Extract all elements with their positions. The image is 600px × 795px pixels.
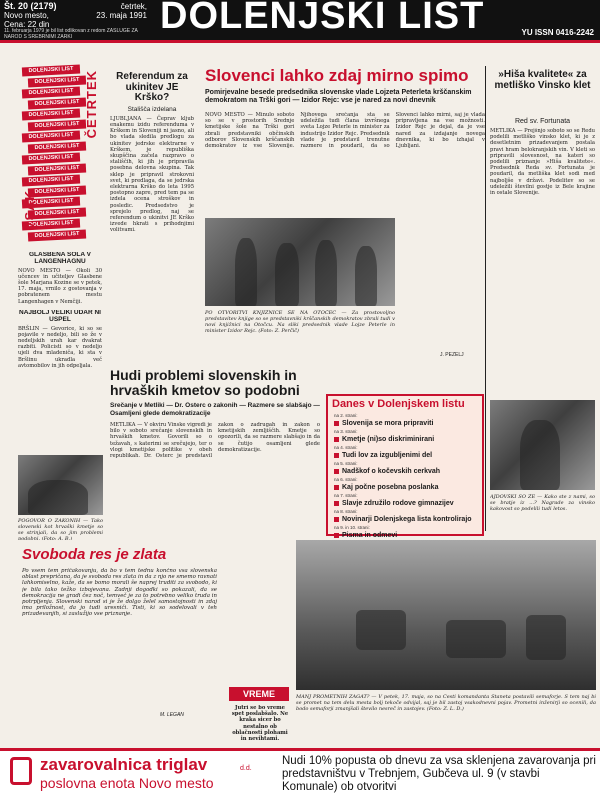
svoboda-title: Svoboda res je zlata: [22, 546, 167, 563]
lead-title: Slovenci lahko zdaj mirno spimo: [205, 66, 469, 85]
brief-veliki-udar: [18, 310, 102, 420]
hisa-text: METLIKA — Prejšnjo soboto so se Redu podelili metliško vinsko klet, ki je z desetletnim prizadevanjem postala pravi hram belokranjskih vin. V kleti so pripravili slovesnost, na kateri so podelili priznanje »Hiša kvalitete«. Predsednik Reda sv. Fortunata je poudaril, da metliška klet sodi med najboljše v državi. Podelitev so se udeležili številni gostje iz Bele krajine in ostale Slovenije.: [490, 128, 595, 197]
toc-item-text: Kmetje (ni)so diskriminirani: [342, 436, 435, 443]
footer-ad: [0, 748, 600, 795]
toc-page-label: na 2. strani:: [334, 413, 358, 418]
lead-caption: PO OTVORITVI KNJIŽNICE ŠE NA OTOČEC — Za prostovoljno predstavitev knjige so se predstavniki krščanskih demokratov zbrali tudi v novi knjižnici na Otočcu. Na sliki predsednik vlade Lojze Peterle in minister Izidor Rejc. (Foto: Z. Perčič): [205, 310, 395, 334]
bullet-icon: [334, 421, 339, 426]
dolenjski-list-tag: DOLENJSKI LIST: [28, 207, 86, 219]
toc-item-text: Kaj počne posebna poslanka: [342, 484, 439, 491]
lead-deck: Pomirjevalne besede predsednika slovenske vlade Lojzeta Peterleta krščanskim demokratom na Trški gori — Izidor Rejc: vse je nared za novi dnevnik: [205, 89, 472, 104]
toc-item-text: Slavje združilo rodove gimnazijev: [342, 500, 454, 507]
lead-photo: [205, 218, 395, 306]
referendum-article: [110, 72, 194, 372]
masthead: [0, 0, 600, 40]
bullet-icon: [334, 437, 339, 442]
dolenjski-list-tag: DOLENJSKI LIST: [28, 229, 86, 241]
footer-company: zavarovalnica triglav: [40, 755, 208, 774]
issn-label: YU ISSN 0416-2242: [521, 28, 594, 37]
hisa-byline: Red sv. Fortunata: [514, 118, 571, 125]
hudi-photo: [18, 455, 103, 515]
newspaper-title: DOLENJSKI LIST: [160, 0, 485, 37]
lead-text: NOVO MESTO — Minulo soboto so se v prostorih Srednje kmetijske šole na Trški gori zbrali predstavniki občinskih odborov Slovenskih krščanskih demokratov iz vse Slovenije. Njihovega srečanja sta se udeležila tudi člana izvršnega sveta Lojze Peterle in minister za industrijo Izidor Rejc. Predsednik vlade je predstavil trenutne razmere in poudaril, da so Slovenci lahko mirni, saj je vlada pripravljena na vse možnosti. Izidor Rejc je dejal, da je vse nared za izdajanje novega dnevnika, ki bo izhajal v Ljubljani.: [205, 112, 485, 150]
date-label: 23. maja 1991: [96, 11, 147, 20]
issue-number: Št. 20 (2179): [4, 1, 57, 11]
hudi-text: METLIKA — V okviru Vinske vigredi je bilo v soboto srečanje slovenskih in hrvaških kmetov. Govorili so o težavah, s katerimi se srečujejo, ter o vlogi kmetijske politike v obeh republikah. Dr. Osterc je predstavil zakon o zadrugah in zakon o kmetijskih zemljiščih. Kmetje so opozorili, da se razmere slabšajo in da se čutijo osamljeni glede demokratizacije.: [110, 422, 320, 460]
brief-glasbena-sola-text: NOVO MESTO — Okoli 30 učencev in učiteljev Glasbene šole Marjana Kozine se v petek, 17. maja, vrnilo z gostovanja v pobratenem mestu Langenhagen v Nemčiji.: [18, 267, 102, 305]
danes-box: [326, 394, 484, 539]
danes-list: [328, 412, 482, 556]
dolenjski-list-tag: DOLENJSKI LIST: [28, 119, 86, 131]
footer-offer: Nudi 10% popusta ob dnevu za vsa sklenjena zavarovanja pri predstavništvu v Trebnjem, Gubčeva ul. 9 (v stavbi Komunale) ob otvoritvi: [282, 755, 596, 793]
toc-item: [334, 516, 476, 524]
hisa-photo: [490, 400, 595, 490]
cetrtek-label: ČETRTEK: [84, 70, 99, 139]
dolenjski-list-tag: DOLENJSKI LIST: [28, 97, 86, 109]
hudi-caption: POGOVOR O ZAKONIH — Tako slovenski kot hrvaški kmetje so se strinjali, da so jim problemi podobni. (Foto: A. B.): [18, 518, 103, 540]
dolenjski-list-tag: DOLENJSKI LIST: [22, 130, 80, 142]
dolenjski-list-tag: DOLENJSKI LIST: [22, 174, 80, 186]
lead-byline: J. PEZELJ: [440, 352, 464, 358]
toc-item-text: Pisma in odmevi: [342, 532, 398, 539]
dolenjski-list-tag: DOLENJSKI LIST: [22, 86, 80, 98]
toc-item: [334, 484, 476, 492]
dolenjski-list-tag: DOLENJSKI LIST: [28, 141, 86, 153]
toc-page-label: na 6. strani:: [334, 477, 358, 482]
svoboda-text: Po vsem tem pričakovanju, da bo v tem tednu končno vsa slovenska oblast prepričana, da je svoboda res zlata in da z njo ne smemo ravnati lahkomiselno, kaže, da se bomo morali še naprej truditi za svobodo, ki je bila tako težko izbojevana. Zadnji dogodki so pokazali, da se demokracija ne gradi čez noč, temveč je za to potrebno veliko truda in potrpljenja. Slovenski narod si je že dolgo želel samostojnosti in zdaj ima priložnost, da jo tudi uresniči. Tisti, ki so sodelovali v teh prizadevanjih, si zaslužijo vse priznanje.: [22, 568, 217, 618]
brief-veliki-udar-title: NAJBOLJ VELIKI UDAR NI USPEL: [19, 310, 101, 323]
dolenjski-list-tag: DOLENJSKI LIST: [22, 152, 80, 164]
toc-page-label: na 9. in 10. strani:: [334, 525, 370, 530]
dolenjski-list-tag: DOLENJSKI LIST: [22, 108, 80, 120]
masthead-date: [95, 2, 147, 20]
brief-veliki-udar-text: BRŠLIN — Gevorice, ki so se pojavile v nedeljo, bili so že v nedeljskih urah kar dvakrat razbiti. Policisti so v nedeljo ujeli dva mladeniča, ki sta v Bršlinu ukradla več avtomobilov in jih odpeljala.: [18, 325, 102, 369]
toc-item: [334, 468, 476, 476]
hudi-deck: Srečanje v Metliki — Dr. Osterc o zakonih — Razmere se slabšajo — Osamljeni glede demokratizacije: [110, 402, 320, 417]
day-label: četrtek,: [120, 2, 147, 11]
vreme-badge: VREME: [229, 687, 289, 701]
bullet-icon: [334, 469, 339, 474]
price-label: Cena: 22 din: [4, 20, 50, 29]
referendum-text: LJUBLJANA — Čeprav kljub enakemu izidu referenduma v Krškem in Sloveniji ni jasno, ali bo vlada sledila predlogu za ukinitev jedrske elektrarne v Krškem, je republiška skupščina začela razpravo o stališčih, ki jih je pripravila posebna delovna skupina. Tak sklep je pripravil strokovni svet, ki predlaga, da se jedrska elektrarna Krško do leta 1995 postopno zapre, pred tem pa se izdela ocena stroškov in posledic. Predsedstvo je sprejelo predlog, naj se referendum o ukinitvi JE Krško izvede hkrati s prihodnjimi volitvami.: [110, 115, 194, 234]
hisa-caption: AJDOVŠKI SO ŽE — Kako ste z nami, so se bratje iz ...? Nagrade za vinsko kakovost so podelili tudi letos.: [490, 494, 595, 512]
vsak-label: VSAK: [22, 190, 37, 231]
toc-page-label: na 5. strani:: [334, 461, 358, 466]
bullet-icon: [334, 517, 339, 522]
dolenjski-list-tag: DOLENJSKI LIST: [28, 185, 86, 197]
main-photo: [296, 540, 596, 690]
town-label: Novo mesto,: [4, 11, 49, 20]
dolenjski-list-tag: DOLENJSKI LIST: [28, 163, 86, 175]
toc-item-text: Nadškof o kočevskih cerkvah: [342, 468, 441, 475]
main-photo-caption: MANJ PROMETNIH ZAGAT? — V petek, 17. maja, so na Cesti komandanta Staneta postavili semaforje. S tem naj bi se promet na tem delu mesta bolj tekoče odvijal, saj je bil zastoj vsakodnevni pojav. Prometni inženirji so ocenili, da bodo semaforji zmanjšali število nesreč in zastojev. (Foto: Z. L. D.): [296, 694, 596, 712]
toc-item: [334, 436, 476, 444]
dolenjski-list-tag: DOLENJSKI LIST: [22, 218, 80, 230]
hudi-title: Hudi problemi slovenskih in hrvaških kmetov so podobni: [110, 367, 300, 398]
toc-page-label: na 8. strani:: [334, 509, 358, 514]
toc-page-label: na 4. strani:: [334, 445, 358, 450]
footer-branch: poslovna enota Novo mesto: [40, 775, 214, 791]
toc-item-text: Novinarji Dolenjskega lista kontrolirajo: [342, 516, 472, 523]
bullet-icon: [334, 453, 339, 458]
column-rule: [485, 66, 486, 531]
toc-page-label: na 7. strani:: [334, 493, 358, 498]
referendum-kicker: Stališča izdelana: [127, 105, 177, 113]
toc-item: [334, 452, 476, 460]
referendum-title: Referendum za ukinitev JE Krško?: [116, 72, 188, 103]
footer-company-suffix: d.d.: [240, 765, 252, 772]
bullet-icon: [334, 533, 339, 538]
toc-item-text: Tudi lov za izgubljenimi del: [342, 452, 433, 459]
toc-page-label: na 3. strani:: [334, 429, 358, 434]
bullet-icon: [334, 501, 339, 506]
masthead-red-rule: [0, 40, 600, 43]
award-note: 11. februarja 1979 je bil list odlikovan z redom ZASLUGE ZA NAROD S SREBRNIMI ZARKI: [4, 28, 138, 40]
toc-item-text: Slovenija se mora pripraviti: [342, 420, 434, 427]
hisa-title: »Hiša kvalitete« za metliško Vinsko klet: [494, 69, 591, 91]
danes-title: Danes v Dolenjskem listu: [332, 398, 465, 410]
dolenjski-list-tag: DOLENJSKI LIST: [28, 75, 86, 87]
triglav-logo-icon: [10, 757, 32, 785]
toc-item: [334, 420, 476, 428]
vreme-text: Jutri se bo vreme spet poslabšalo. Ne kraka sicer bo nestalno ob oblačnosti plohami in nevihtami.: [231, 705, 289, 743]
dolenjski-list-tag: DOLENJSKI LIST: [22, 196, 80, 208]
masthead-left-info: [4, 2, 57, 29]
bullet-icon: [334, 485, 339, 490]
brief-glasbena-sola-title: GLASBENA ŠOLA V LANGENHAGNU: [29, 252, 91, 265]
toc-item: [334, 532, 476, 540]
dolenjski-list-tag: DOLENJSKI LIST: [22, 64, 80, 76]
svoboda-byline: M. LEGAN: [160, 712, 184, 718]
toc-item: [334, 500, 476, 508]
